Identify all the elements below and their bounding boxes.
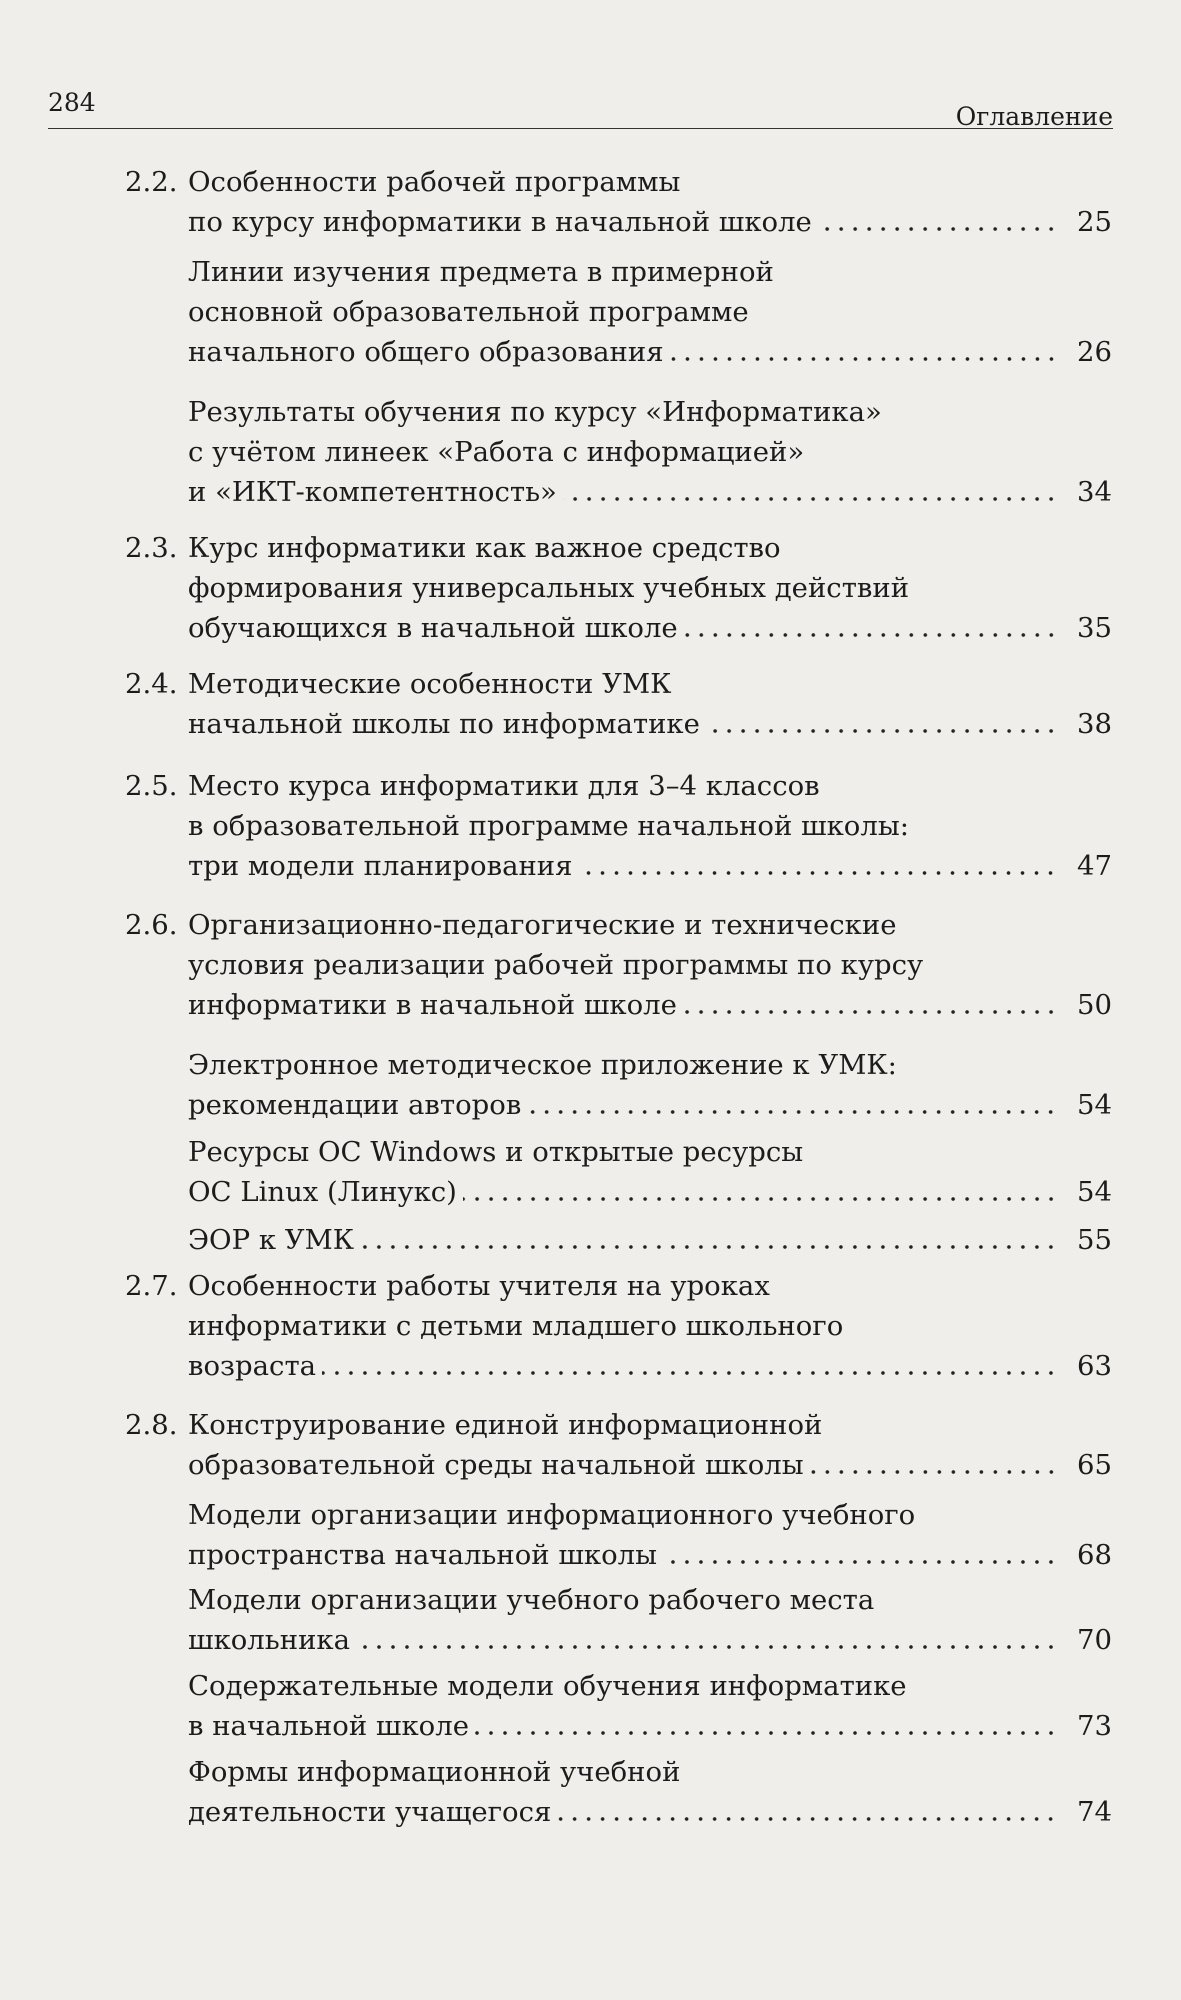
toc-entry-line: пространства начальной школы — [188, 1539, 658, 1571]
toc-entry — [125, 1405, 1112, 1485]
toc-entry-line: по курсу информатики в начальной школе — [188, 206, 812, 238]
toc-entry-last-line — [188, 608, 1112, 648]
toc-entry-last-line — [188, 202, 1112, 242]
toc-section-number: 2.3. — [125, 532, 178, 564]
dot-leader — [360, 1245, 1058, 1249]
dot-leader — [684, 633, 1058, 637]
toc-page-number: 70 — [1077, 1624, 1112, 1656]
dot-leader — [578, 871, 1058, 875]
toc-entry-line: Модели организации информационного учебного — [188, 1499, 916, 1531]
toc-entry-line: Результаты обучения по курсу «Информатика» — [188, 396, 882, 428]
dot-leader — [810, 1470, 1058, 1474]
toc-page-number: 74 — [1077, 1796, 1112, 1828]
toc-entry-last-line — [188, 1220, 1112, 1260]
toc-entry-line: ОС Linux (Линукс) — [188, 1176, 457, 1208]
dot-leader — [818, 227, 1058, 231]
toc-page-number: 34 — [1077, 476, 1112, 508]
dot-leader — [322, 1371, 1058, 1375]
toc-entry — [125, 766, 1112, 886]
toc-section-number: 2.2. — [125, 166, 178, 198]
toc-entry-line: начального общего образования — [188, 336, 664, 368]
toc-entry-last-line — [188, 704, 1112, 744]
toc-entry — [188, 1752, 1112, 1832]
toc-entry-line: Организационно-педагогические и технические — [188, 909, 897, 941]
toc-page-number: 54 — [1077, 1089, 1112, 1121]
toc-entry-line: деятельности учащегося — [188, 1796, 552, 1828]
toc-entry-line: ЭОР к УМК — [188, 1224, 355, 1256]
toc-entry — [125, 1266, 1112, 1386]
dot-leader — [706, 729, 1058, 733]
toc-entry-line: начальной школы по информатике — [188, 708, 700, 740]
toc-entry-line: формирования универсальных учебных действий — [188, 572, 910, 604]
dot-leader — [663, 1560, 1058, 1564]
dot-leader — [563, 497, 1058, 501]
toc-entry-line: Содержательные модели обучения информатике — [188, 1670, 907, 1702]
toc-page-number: 63 — [1077, 1350, 1112, 1382]
toc-entry-line: возраста — [188, 1350, 317, 1382]
toc-entry-line: основной образовательной программе — [188, 296, 749, 328]
toc-entry-line: Электронное методическое приложение к УМК: — [188, 1049, 897, 1081]
toc-entry-line: информатики в начальной школе — [188, 989, 677, 1021]
toc-section-number: 2.6. — [125, 909, 178, 941]
toc-entry-line: Формы информационной учебной — [188, 1756, 681, 1788]
toc-page-number: 73 — [1077, 1710, 1112, 1742]
dot-leader — [463, 1197, 1058, 1201]
toc-entry-last-line — [188, 1172, 1112, 1212]
toc-entry-last-line — [188, 1535, 1112, 1575]
toc-entry-line: Методические особенности УМК — [188, 668, 672, 700]
toc-entry — [125, 664, 1112, 744]
toc-entry-line: Конструирование единой информационной — [188, 1409, 823, 1441]
page-number: 284 — [48, 88, 96, 117]
toc-entry-line: Курс информатики как важное средство — [188, 532, 781, 564]
toc-page-number: 25 — [1077, 206, 1112, 238]
toc-entry-line: с учётом линеек «Работа с информацией» — [188, 436, 805, 468]
toc-entry-line: Ресурсы ОС Windows и открытые ресурсы — [188, 1136, 804, 1168]
toc-entry-line: Модели организации учебного рабочего места — [188, 1584, 875, 1616]
toc-entry-line: школьника — [188, 1624, 350, 1656]
toc-entry-line: Место курса информатики для 3–4 классов — [188, 770, 820, 802]
toc-entry-last-line — [188, 985, 1112, 1025]
toc-entry-line: информатики с детьми младшего школьного — [188, 1310, 844, 1342]
toc-page-number: 55 — [1077, 1224, 1112, 1256]
dot-leader — [356, 1645, 1058, 1649]
toc-page-number: 38 — [1077, 708, 1112, 740]
toc-entry-line: в образовательной программе начальной школы: — [188, 810, 909, 842]
toc-page-number: 54 — [1077, 1176, 1112, 1208]
toc-entry-line: обучающихся в начальной школе — [188, 612, 678, 644]
toc-entry-last-line — [188, 846, 1112, 886]
dot-leader — [475, 1731, 1058, 1735]
toc-entry-line: рекомендации авторов — [188, 1089, 522, 1121]
toc-entry-line: и «ИКТ-компетентность» — [188, 476, 557, 508]
toc-page-number: 65 — [1077, 1449, 1112, 1481]
toc-entry-line: Линии изучения предмета в примерной — [188, 256, 774, 288]
toc-entry — [188, 252, 1112, 372]
toc-entry — [125, 528, 1112, 648]
toc-entry-last-line — [188, 332, 1112, 372]
toc-entry — [188, 1580, 1112, 1660]
toc-entry-last-line — [188, 1706, 1112, 1746]
dot-leader — [670, 357, 1058, 361]
toc-page-number: 35 — [1077, 612, 1112, 644]
toc-entry-last-line — [188, 1445, 1112, 1485]
toc-entry-last-line — [188, 1346, 1112, 1386]
toc-entry — [125, 905, 1112, 1025]
toc-entry-line: Особенности работы учителя на уроках — [188, 1270, 770, 1302]
toc-entry — [188, 1132, 1112, 1212]
toc-page-number: 47 — [1077, 850, 1112, 882]
toc-section-number: 2.8. — [125, 1409, 178, 1441]
toc-entry-last-line — [188, 1792, 1112, 1832]
toc-entry-last-line — [188, 1085, 1112, 1125]
toc-entry — [188, 1495, 1112, 1575]
toc-page-number: 68 — [1077, 1539, 1112, 1571]
toc-entry — [125, 162, 1112, 242]
toc-entry-line: образовательной среды начальной школы — [188, 1449, 804, 1481]
toc-entry-line: условия реализации рабочей программы по курсу — [188, 949, 924, 981]
toc-section-number: 2.4. — [125, 668, 178, 700]
toc-section-number: 2.5. — [125, 770, 178, 802]
toc-entry-last-line — [188, 472, 1112, 512]
toc-section-number: 2.7. — [125, 1270, 178, 1302]
toc-page-number: 26 — [1077, 336, 1112, 368]
dot-leader — [527, 1110, 1058, 1114]
toc-entry-line: Особенности рабочей программы — [188, 166, 681, 198]
toc-entry — [188, 1666, 1112, 1746]
header-divider — [48, 128, 1113, 129]
toc-entry — [188, 1220, 1112, 1260]
toc-entry — [188, 1045, 1112, 1125]
toc-entry — [188, 392, 1112, 512]
running-header — [48, 88, 1113, 131]
toc-entry-line: в начальной школе — [188, 1710, 469, 1742]
toc-entry-line: три модели планирования — [188, 850, 573, 882]
toc-page-number: 50 — [1077, 989, 1112, 1021]
toc-entry-last-line — [188, 1620, 1112, 1660]
dot-leader — [557, 1817, 1058, 1821]
dot-leader — [683, 1010, 1058, 1014]
header-title: Оглавление — [955, 102, 1113, 131]
